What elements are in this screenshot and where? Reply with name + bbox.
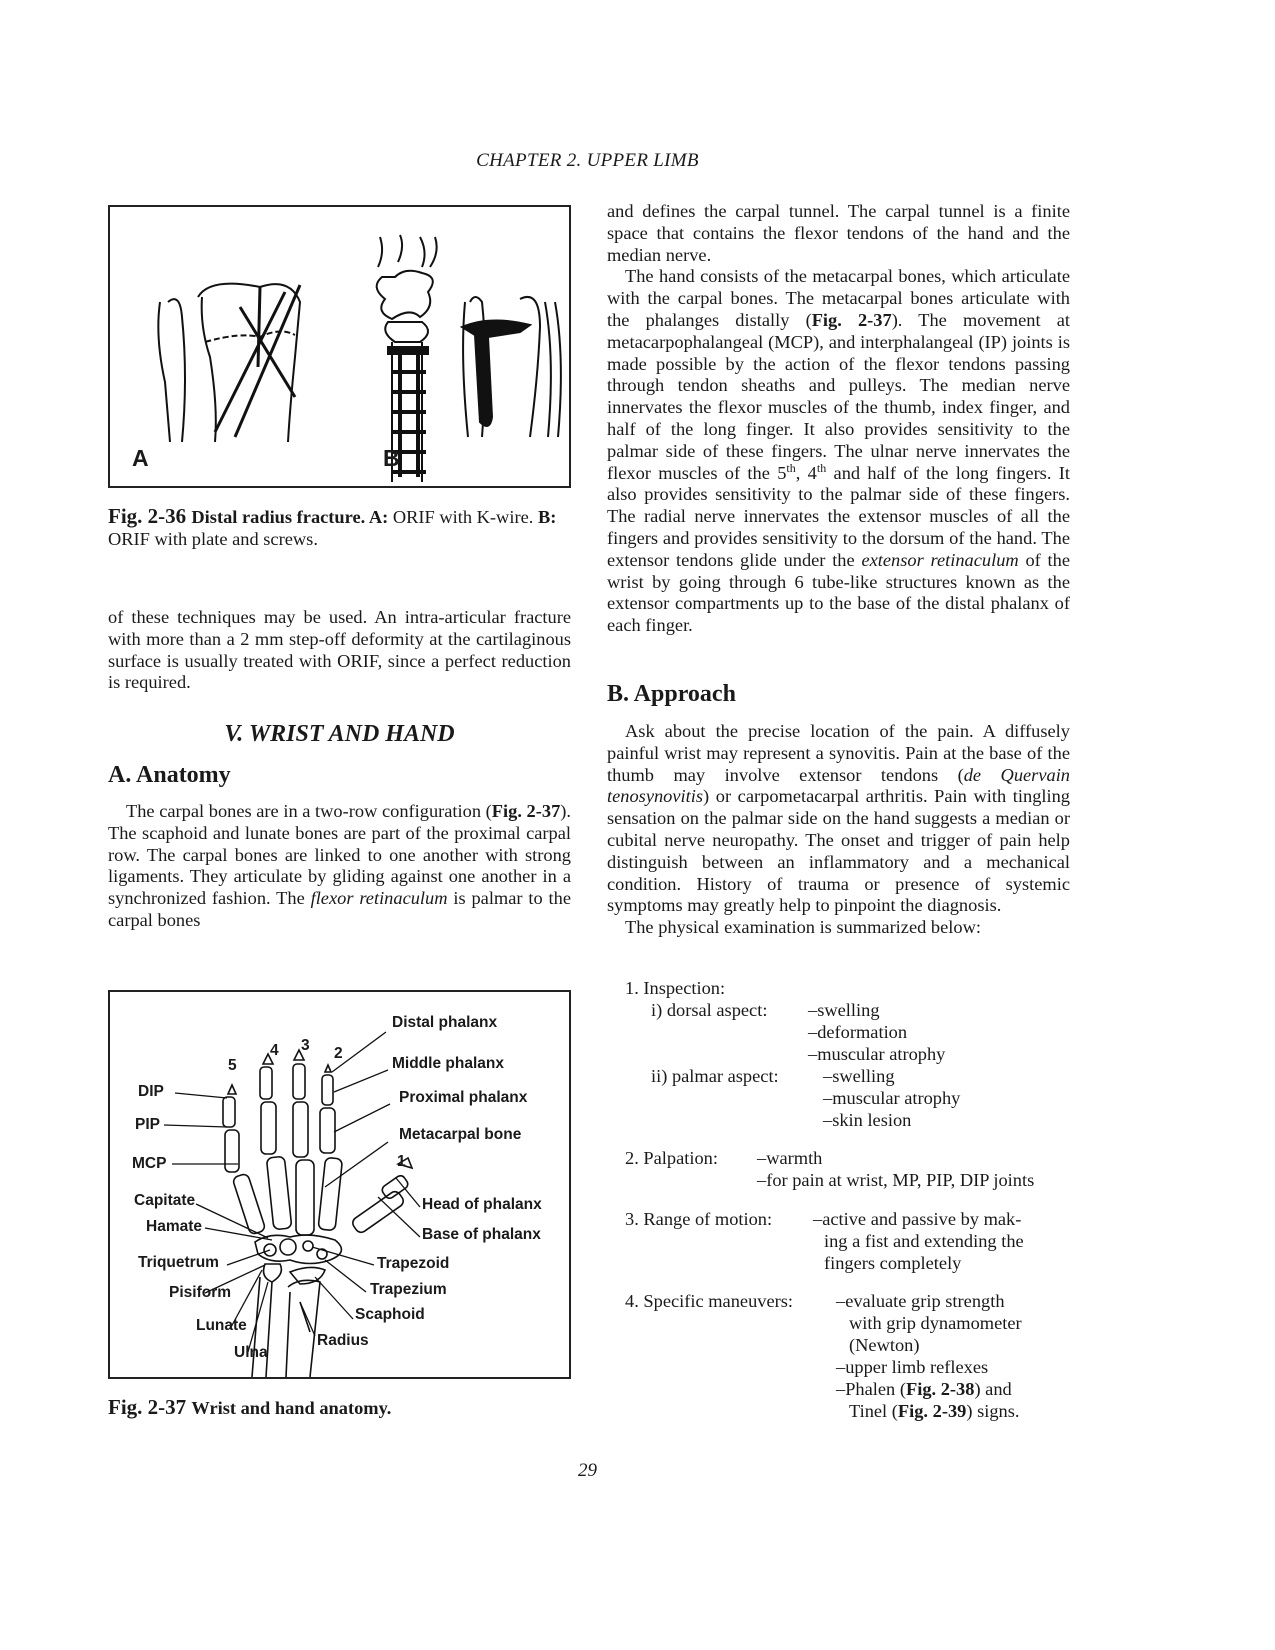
list-detail: –swelling (823, 1066, 895, 1086)
text-segment: The carpal bones are in a two-row configuration ( (126, 801, 492, 821)
label-metacarpal-bone: Metacarpal bone (399, 1126, 522, 1143)
text-segment: th (786, 460, 796, 475)
text-segment: de Quervain tenosynovitis (607, 764, 1071, 807)
list-detail (836, 1379, 1012, 1401)
text-segment: is palmar to the carpal bones (108, 888, 571, 930)
text-segment: Distal radius fracture. (191, 507, 369, 527)
label-digit-3: 3 (301, 1037, 310, 1054)
text-segment: (Newton) (849, 1335, 920, 1355)
paragraph-carpal-tunnel (607, 201, 1070, 266)
fracture-fixation-illustration (110, 207, 569, 486)
text-segment: The hand consists of the metacarpal bones, which articulate with the carpal bones. The metacarpal bones articulate with the phalanges distally ( (607, 266, 1070, 330)
text-segment: Fig. 2-37 (491, 801, 561, 821)
label-trapezoid: Trapezoid (377, 1255, 450, 1272)
section-heading: V. WRIST AND HAND (224, 721, 455, 747)
label-proximal-phalanx: Proximal phalanx (399, 1089, 528, 1106)
paragraph-anatomy (108, 801, 571, 932)
approach-block (607, 721, 1070, 939)
label-digit-1: 1 (397, 1153, 406, 1170)
left-column (108, 607, 571, 694)
text-segment: –upper limb reflexes (836, 1357, 989, 1377)
text-segment: with grip dynamometer (849, 1313, 1022, 1333)
text-segment: and defines the carpal tunnel. The carpal tunnel is a finite space that contains the flexor tendons of the hand and the median nerve. (607, 201, 1070, 265)
list-detail: ing a fist and extending the (824, 1231, 1024, 1251)
text-segment: ) signs. (966, 1401, 1020, 1421)
paragraph-continued (108, 607, 571, 694)
list-detail: –for pain at wrist, MP, PIP, DIP joints (757, 1170, 1035, 1190)
list-item-inspection: 1. Inspection: (625, 978, 726, 998)
text-segment: ). The scaphoid and lunate bones are part of the proximal carpal row. The carpal bones are linked to one another with strong ligaments. They articulate by gliding against one another in a synchronized fashion. The (108, 801, 571, 909)
text-segment: ) or carpometacarpal arthritis. Pain with tingling sensation on the palmar side on the hand suggests a median or cubital nerve neuropathy. The onset and trigger of pain help distinguish between an inflammatory and a mechanical condition. History of trauma or presence of systemic symptoms may greatly help to pinpoint the diagnosis. (607, 786, 1070, 916)
list-detail: –swelling (808, 1000, 880, 1020)
list-item-range-of-motion: 3. Range of motion: (625, 1209, 773, 1229)
list-detail (849, 1313, 1022, 1335)
label-triquetrum: Triquetrum (138, 1254, 219, 1271)
text-segment: –evaluate grip strength (836, 1291, 1005, 1311)
subheading-anatomy: A. Anatomy (108, 762, 231, 788)
label-hamate: Hamate (146, 1218, 202, 1235)
list-subitem-dorsal: i) dorsal aspect: (651, 1000, 768, 1020)
label-pisiform: Pisiform (169, 1284, 232, 1301)
text-segment: Fig. 2-36 (108, 504, 192, 528)
label-mcp: MCP (132, 1155, 167, 1172)
label-dip: DIP (138, 1083, 164, 1100)
text-segment: ) and (974, 1379, 1012, 1399)
physical-exam-list (607, 978, 1077, 1428)
page-number: 29 (578, 1460, 597, 1481)
text-segment: Fig. 2-37 (108, 1395, 192, 1419)
text-segment: The physical examination is summarized below: (625, 917, 981, 938)
list-detail: –warmth (757, 1148, 823, 1168)
list-item-palpation: 2. Palpation: (625, 1148, 718, 1168)
list-detail: –active and passive by mak- (813, 1209, 1022, 1229)
list-detail: fingers completely (824, 1253, 962, 1273)
list-item-specific-maneuvers: 4. Specific maneuvers: (625, 1291, 794, 1311)
list-detail (836, 1357, 988, 1379)
panel-label-a: A (132, 445, 149, 471)
subheading-approach: B. Approach (607, 681, 736, 707)
text-segment: th (816, 460, 827, 475)
text-segment: Fig. 2-37 (811, 309, 892, 330)
text-segment: Fig. 2-38 (905, 1379, 975, 1399)
label-ulna: Ulna (234, 1344, 268, 1361)
label-digit-4: 4 (270, 1042, 279, 1059)
paragraph-summary (607, 917, 1070, 939)
label-lunate: Lunate (196, 1317, 247, 1334)
text-segment: ). The movement at metacarpophalangeal (MCP), and interphalangeal (IP) joints is made possible by the action of the flexor tendons passing through tendon sheaths and pulleys. The median nerve innervates the flexor muscles of the thumb, index finger, and half of the long finger. It also provides sensitivity to the palmar side of these fingers. The ulnar nerve innervates the flexor muscles of the 5 (607, 309, 1070, 483)
text-segment: of the wrist by going through 6 tube-like structures known as the extensor compartments up to the base of the distal phalanx of each finger. (607, 549, 1071, 636)
label-digit-2: 2 (334, 1045, 343, 1062)
text-segment: –Phalen ( (836, 1379, 906, 1399)
text-segment: B: (537, 507, 557, 527)
figure-2-37-caption (108, 1397, 571, 1420)
figure-2-37 (108, 990, 571, 1379)
label-base-of-phalanx: Base of phalanx (422, 1226, 541, 1243)
label-radius: Radius (317, 1332, 369, 1349)
anatomy-block (108, 801, 571, 932)
label-scaphoid: Scaphoid (355, 1306, 425, 1323)
figure-2-36 (108, 205, 571, 488)
paragraph-hand (607, 266, 1070, 637)
text-segment: flexor retinaculum (310, 888, 448, 909)
text-segment: extensor retinaculum (861, 549, 1019, 570)
label-capitate: Capitate (134, 1192, 196, 1209)
list-detail: –muscular atrophy (808, 1044, 946, 1064)
label-head-of-phalanx: Head of phalanx (422, 1196, 542, 1213)
label-pip: PIP (135, 1116, 160, 1133)
right-column (607, 201, 1070, 637)
finger-bones (223, 1050, 412, 1235)
panel-label-b: B (383, 445, 400, 471)
text-segment: Ask about the precise location of the pain. A diffusely painful wrist may represent a synovitis. Pain at the base of the thumb may involve extensor tendons ( (607, 721, 1070, 785)
list-detail: –muscular atrophy (823, 1088, 961, 1108)
list-detail (836, 1291, 1005, 1313)
figure-2-36-caption (108, 506, 571, 551)
text-segment: of these techniques may be used. An intra-articular fracture with more than a 2 mm step-off deformity at the cartilaginous surface is usually treated with ORIF, since a perfect reduction is required. (108, 607, 571, 693)
text-segment: and half of the long fingers. It also provides sensitivity to the palmar side of these fingers. The radial nerve innervates the extensor muscles of all the fingers and provides sensitivity to the dorsum of the hand. The extensor tendons glide under the (607, 462, 1070, 570)
list-detail (849, 1335, 919, 1357)
text-segment: , 4 (795, 462, 817, 483)
list-detail: –deformation (808, 1022, 908, 1042)
running-head: CHAPTER 2. UPPER LIMB (476, 150, 699, 171)
text-segment: Tinel ( (849, 1401, 898, 1421)
label-digit-5: 5 (228, 1057, 237, 1074)
label-distal-phalanx: Distal phalanx (392, 1014, 498, 1031)
text-segment: ORIF with plate and screws. (108, 528, 318, 549)
label-trapezium: Trapezium (370, 1281, 447, 1298)
list-subitem-palmar: ii) palmar aspect: (651, 1066, 779, 1086)
list-detail (849, 1401, 1019, 1423)
paragraph-approach (607, 721, 1070, 917)
label-middle-phalanx: Middle phalanx (392, 1055, 504, 1072)
text-segment: A: (368, 507, 393, 527)
text-segment: Fig. 2-39 (897, 1401, 967, 1421)
text-segment: ORIF with K-wire. (392, 507, 538, 527)
list-detail: –skin lesion (823, 1110, 912, 1130)
text-segment: Wrist and hand anatomy. (191, 1398, 392, 1418)
